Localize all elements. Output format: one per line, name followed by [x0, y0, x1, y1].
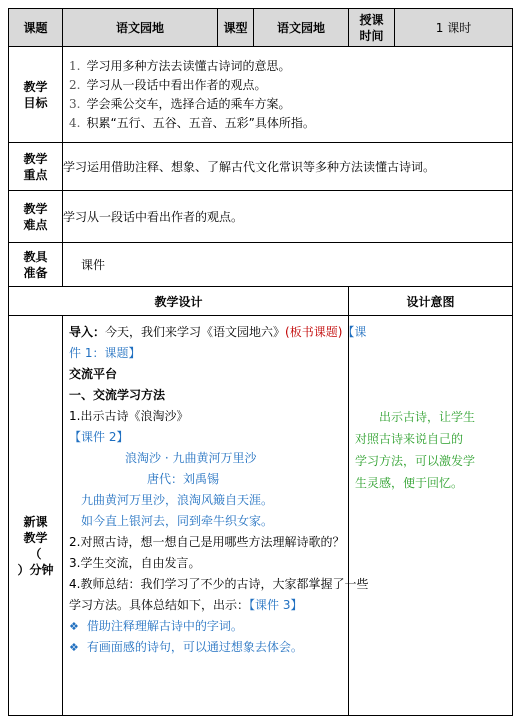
difficulty-label: 教学 难点 — [9, 191, 63, 243]
intro-line: 导入：今天，我们来学习《语文园地六》(板书课题)【课 — [69, 325, 367, 339]
lesson-plan-page — [8, 8, 512, 698]
intent-line-4: 生灵感，便于回忆。 — [355, 476, 464, 490]
step2: 2.对照古诗，想一想自己是用哪些方法理解诗歌的？ — [69, 535, 345, 549]
goal-item: 3. 学会乘公交车，选择合适的乘车方案。 — [69, 96, 291, 111]
header-row — [9, 9, 513, 47]
key-point-text: 学习运用借助注释、想象、了解古代文化常识等多种方法读懂古诗词。 — [63, 143, 513, 191]
goal-item: 1. 学习用多种方法去读懂古诗词的意思。 — [69, 58, 291, 73]
poem-line-2: 如今直上银河去，同到牵牛织女家。 — [81, 514, 274, 528]
time-label — [349, 9, 395, 47]
poem-title: 浪淘沙 · 九曲黄河万里沙 — [125, 451, 257, 465]
goals-label-line2: 目标 — [23, 95, 48, 110]
intent-header: 设计意图 — [349, 287, 513, 316]
time-label-line1: 授课 — [359, 12, 384, 27]
time-label-line2: 时间 — [359, 28, 384, 43]
goal-item: 4. 积累“五行、五谷、五音、五彩”具体所指。 — [69, 115, 315, 130]
goals-content — [63, 47, 513, 143]
title-label: 课题 — [9, 9, 63, 47]
design-intent — [349, 316, 513, 716]
difficulty-text: 学习从一段话中看出作者的观点。 — [63, 191, 513, 243]
key-point-row — [9, 143, 513, 191]
lesson-plan-table — [8, 8, 513, 716]
design-header: 教学设计 — [9, 287, 349, 316]
poem-author: 唐代：刘禹锡 — [147, 472, 220, 486]
intent-line-3: 学习方法，可以激发学 — [355, 454, 476, 468]
poem-line-1: 九曲黄河万里沙，浪淘风簸自天涯。 — [81, 493, 274, 507]
materials-row — [9, 243, 513, 287]
bullet-item: ❖ 有画面感的诗句，可以通过想象去体会。 — [69, 640, 303, 654]
goals-label — [9, 47, 63, 143]
bullet-item: ❖ 借助注释理解古诗中的字词。 — [69, 619, 243, 633]
intent-line-1: 出示古诗，让学生 — [379, 410, 476, 424]
type-value: 语文园地 — [254, 9, 349, 47]
materials-label: 教具 准备 — [9, 243, 63, 287]
difficulty-row — [9, 191, 513, 243]
goal-item: 2. 学习从一段话中看出作者的观点。 — [69, 77, 267, 92]
section-label: 新课 教学 （ ）分钟 — [9, 316, 63, 716]
part1-heading: 一、交流学习方法 — [69, 388, 166, 402]
materials-text: 课件 — [63, 243, 513, 287]
lesson-content — [63, 316, 369, 716]
intro-line-2: 件 1：课题】 — [69, 346, 141, 360]
exchange-heading: 交流平台 — [69, 367, 118, 381]
key-point-label: 教学 重点 — [9, 143, 63, 191]
step3: 3.学生交流，自由发言。 — [69, 556, 201, 570]
step4-line-1: 4.教师总结：我们学习了不少的古诗，大家都掌握了一些 — [69, 577, 369, 591]
goals-row — [9, 47, 513, 143]
design-header-row — [9, 287, 513, 316]
diamond-bullet-icon: ❖ — [69, 620, 79, 633]
intent-line-2: 对照古诗来说自己的 — [355, 432, 464, 446]
type-label: 课型 — [218, 9, 254, 47]
goals-list — [63, 53, 512, 137]
lesson-body-row — [9, 316, 513, 716]
step4-line-2: 学习方法。具体总结如下，出示：【课件 3】 — [69, 598, 303, 612]
title-value: 语文园地 — [63, 9, 218, 47]
step1: 1.出示古诗《浪淘沙》 — [69, 409, 189, 423]
goals-label-line1: 教学 — [23, 79, 48, 94]
courseware-2: 【课件 2】 — [69, 430, 129, 444]
time-value: 1 课时 — [395, 9, 513, 47]
diamond-bullet-icon: ❖ — [69, 641, 79, 654]
